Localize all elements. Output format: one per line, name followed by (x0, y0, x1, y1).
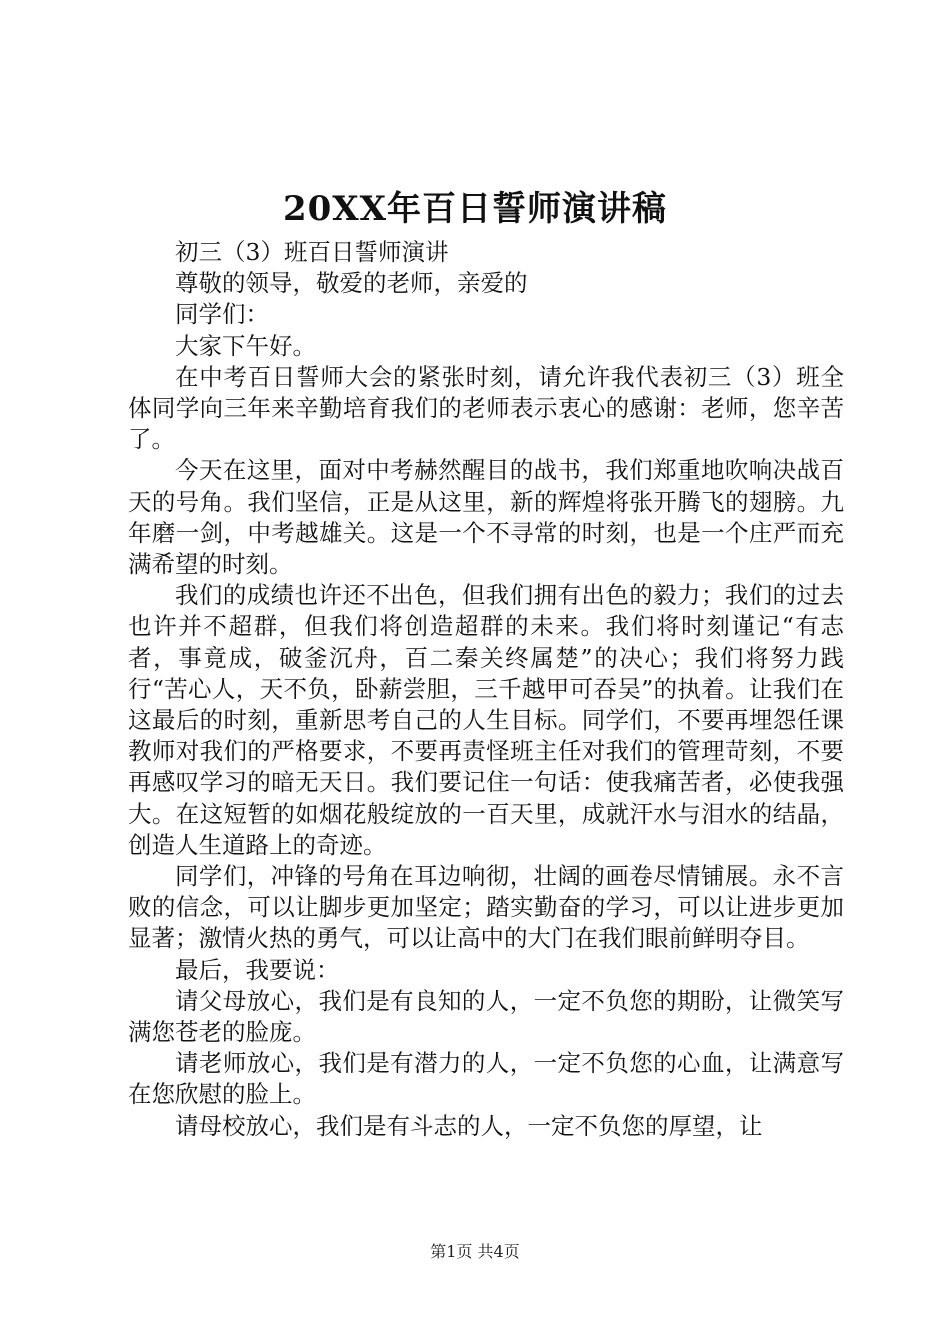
page-number-footer: 第1页 共4页 (430, 1242, 520, 1261)
paragraph-school: 请母校放心，我们是有斗志的人，一定不负您的厚望，让 (175, 1111, 763, 1140)
paragraph-salutation-cont: 同学们： (175, 300, 269, 329)
paragraph-call-to-action: 同学们，冲锋的号角在耳边响彻，壮阔的画卷尽情铺展。永不言败的信念，可以让脚步更加坚定；踏实勤奋的学习，可以让进步更加显著；激情火热的勇气，可以让高中的大门在我们眼前鲜明夺目。 (128, 862, 844, 953)
paragraph-determination: 今天在这里，面对中考赫然醒目的战书，我们郑重地吹响决战百天的号角。我们坚信，正是从这里，新的辉煌将张开腾飞的翅膀。九年磨一剑，中考越雄关。这是一个不寻常的时刻，也是一个庄严而充满希望的时刻。 (128, 456, 844, 579)
paragraph-class-heading: 初三（3）班百日誓师演讲 (175, 238, 449, 266)
paragraph-finally: 最后，我要说： (175, 955, 340, 984)
paragraph-greeting: 大家下午好。 (175, 331, 316, 360)
document-title: 20XX年百日誓师演讲稿 (282, 189, 668, 229)
paragraph-resolve: 我们的成绩也许还不出色，但我们拥有出色的毅力；我们的过去也许并不超群，但我们将创造超群的未来。我们将时刻谨记“有志者，事竟成，破釜沉舟，百二秦关终属楚”的决心；我们将努力践行“苦心人，天不负，卧薪尝胆，三千越甲可吞吴”的执着。让我们在这最后的时刻，重新思考自己的人生目标。同学们，不要再埋怨任课教师对我们的严格要求，不要再责怪班主任对我们的管理苛刻，不要再感叹学习的暗无天日。我们要记住一句话：使我痛苦者，必使我强大。在这短暂的如烟花般绽放的一百天里，成就汗水与泪水的结晶，创造人生道路上的奇迹。 (128, 581, 844, 859)
paragraph-thanks: 在中考百日誓师大会的紧张时刻，请允许我代表初三（3）班全体同学向三年来辛勤培育我们的老师表示衷心的感谢：老师，您辛苦了。 (128, 362, 844, 454)
paragraph-teachers: 请老师放心，我们是有潜力的人，一定不负您的心血，让满意写在您欣慰的脸上。 (128, 1049, 844, 1109)
paragraph-salutation: 尊敬的领导，敬爱的老师，亲爱的 (175, 269, 528, 298)
paragraph-parents: 请父母放心，我们是有良知的人，一定不负您的期盼，让微笑写满您苍老的脸庞。 (128, 986, 844, 1047)
document-body (128, 237, 844, 1142)
